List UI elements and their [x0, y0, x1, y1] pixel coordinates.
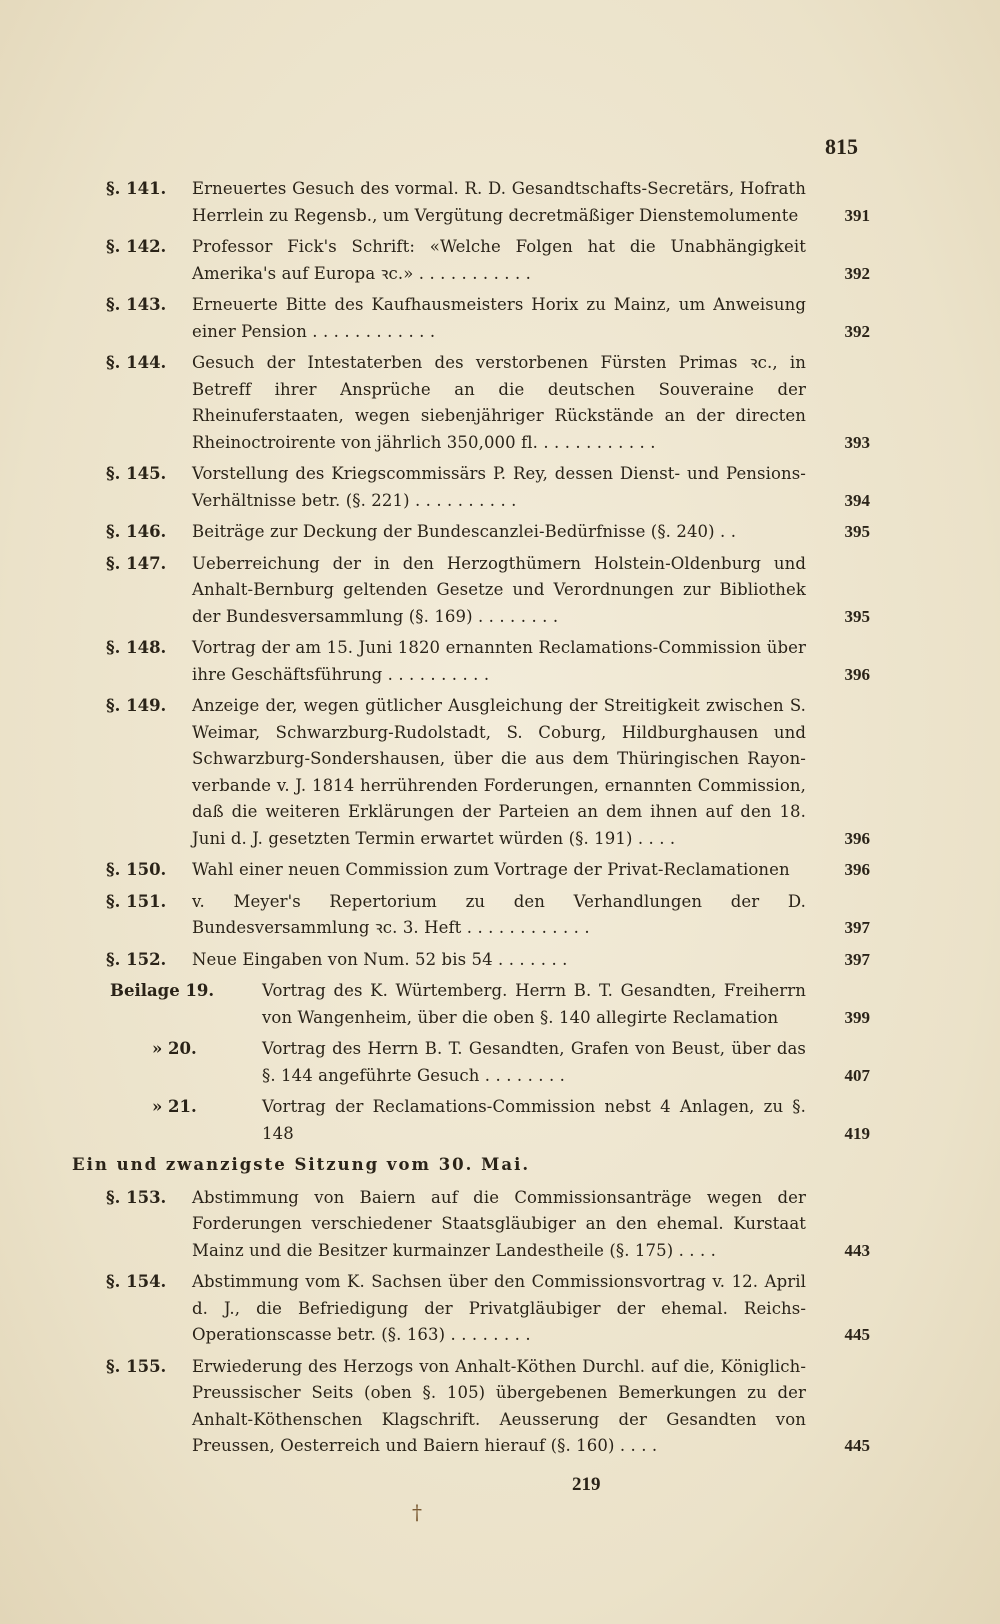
beilage-number: » 20. [152, 1039, 197, 1058]
entry-text: Vorstellung des Kriegscommissärs P. Rey, dessen Dienst- und Pensions-Verhältnisse betr. (§. 221) . . . . . . . . . . [192, 464, 806, 510]
list-item [70, 1185, 870, 1265]
ink-mark-icon: † [412, 1500, 422, 1524]
list-item-beilage [70, 978, 870, 1031]
entry-text: Professor Fick's Schrift: «Welche Folgen hat die Unabhängigkeit Amerika's auf Europa ꝛc.» . . . . . . . . . . . [192, 237, 806, 283]
entry-text: Ueberreichung der in den Herzogthümern Holstein-Oldenburg und Anhalt-Bernburg geltenden Gesetze und Verordnungen zur Bibliothek der Bundesversammlung (§. 169) . . . . . . . . [192, 553, 806, 626]
entry-page: 393 [844, 432, 870, 452]
entry-number: §. 155. [106, 1356, 167, 1376]
entry-page: 396 [844, 828, 870, 848]
beilage-page: 407 [844, 1065, 870, 1085]
signature-mark: 219 [572, 1474, 601, 1495]
entry-number: §. 154. [106, 1272, 167, 1291]
list-item [70, 292, 870, 345]
entry-page: 394 [844, 490, 870, 510]
entry-page: 392 [844, 263, 870, 283]
entry-text: Neue Eingaben von Num. 52 bis 54 . . . . . . . [192, 949, 568, 969]
entry-text: Gesuch der Intestaterben des verstorbenen Fürsten Primas ꝛc., in Betreff ihrer Ansprüche an die deutschen Souveraine der Rheinuferstaaten, wegen siebenjähriger Rückstände an der directen Rheinoctroirente von jährlich 350,000 fl. . . . . . . . . . . . [192, 353, 806, 452]
beilage-text: Vortrag des K. Würtemberg. Herrn B. T. Gesandten, Freiherrn von Wangenheim, über die oben §. 140 allegirte Reclamation [262, 981, 806, 1027]
beilage-page: 399 [844, 1007, 870, 1027]
entry-page: 397 [844, 918, 870, 937]
entry-page: 445 [844, 1325, 870, 1344]
beilage-text: Vortrag des Herrn B. T. Gesandten, Grafen von Beust, über das §. 144 angeführte Gesuch . . . . . . . . [262, 1039, 806, 1085]
entry-page: 392 [844, 321, 870, 341]
list-item [70, 889, 870, 942]
entry-number: §. 142. [106, 237, 167, 256]
entry-number: §. 141. [106, 179, 167, 198]
entry-number: §. 152. [106, 949, 167, 969]
entry-page: 443 [844, 1240, 870, 1260]
entry-number: §. 145. [106, 464, 167, 483]
entry-text: Erneuerte Bitte des Kaufhausmeisters Horix zu Mainz, um Anweisung einer Pension . . . . . . . . . . . . [192, 295, 806, 341]
table-of-contents [70, 176, 870, 1465]
entry-number: §. 147. [106, 553, 167, 573]
entry-number: §. 151. [106, 891, 167, 911]
entry-page: 396 [844, 664, 870, 684]
entry-text: Beiträge zur Deckung der Bundescanzlei-Bedürfnisse (§. 240) . . [192, 522, 737, 541]
list-item [70, 1354, 870, 1460]
entry-text: Anzeige der, wegen gütlicher Ausgleichung der Streitigkeit zwischen S. Weimar, Schwarzburg-Rudolstadt, S. Coburg, Hildburghausen und Schwarzburg-Sondershausen, über die aus dem Thüringischen Rayon-verbande v. J. 1814 herrührenden Forderungen, ernannten Commission, daß die weiteren Erklärungen der Parteien an dem ihnen auf den 18. Juni d. J. gesetzten Termin erwartet würden (§. 191) . . . . [192, 696, 806, 848]
list-item [70, 857, 870, 884]
list-item [70, 461, 870, 514]
entry-text: Vortrag der am 15. Juni 1820 ernannten Reclamations-Commission über ihre Geschäftsführung . . . . . . . . . . [192, 638, 806, 684]
entry-number: §. 150. [106, 860, 167, 879]
entry-number: §. 143. [106, 295, 167, 314]
session-heading: Ein und zwanzigste Sitzung vom 30. Mai. [72, 1155, 531, 1174]
entry-number: §. 146. [106, 522, 167, 541]
beilage-page: 419 [844, 1123, 870, 1143]
list-item-beilage [70, 1094, 870, 1147]
list-item [70, 635, 870, 688]
list-item [70, 1269, 870, 1349]
beilage-text: Vortrag der Reclamations-Commission nebst 4 Anlagen, zu §. 148 [262, 1097, 806, 1143]
list-item [70, 519, 870, 546]
entry-page: 396 [844, 860, 870, 879]
list-item [70, 947, 870, 974]
entry-page: 445 [844, 1436, 870, 1455]
list-item [70, 551, 870, 631]
entry-number: §. 153. [106, 1187, 167, 1207]
entry-number: §. 148. [106, 638, 167, 657]
list-item [70, 693, 870, 852]
entry-page: 395 [844, 606, 870, 626]
list-item [70, 234, 870, 287]
page-number: 815 [825, 134, 858, 159]
entry-page: 391 [844, 205, 870, 225]
list-item [70, 176, 870, 229]
list-item-beilage [70, 1036, 870, 1089]
entry-text: Wahl einer neuen Commission zum Vortrage der Privat-Reclamationen [192, 860, 790, 879]
entry-page: 397 [844, 949, 870, 969]
list-item [70, 350, 870, 456]
entry-page: 395 [844, 522, 870, 541]
beilage-number: » 21. [152, 1097, 197, 1116]
beilage-number: Beilage 19. [110, 981, 215, 1000]
entry-number: §. 149. [106, 696, 167, 715]
entry-text: Erneuertes Gesuch des vormal. R. D. Gesandtschafts-Secretärs, Hofrath Herrlein zu Regensb., um Vergütung decretmäßiger Dienstemolumente [192, 179, 806, 225]
entry-text: Erwiederung des Herzogs von Anhalt-Köthen Durchl. auf die, Königlich-Preussischer Seits (oben §. 105) übergebenen Bemerkungen zu der Anhalt-Köthenschen Klagschrift. Aeusserung der Gesandten von Preussen, Oesterreich und Baiern hierauf (§. 160) . . . . [192, 1356, 806, 1455]
entry-number: §. 144. [106, 353, 167, 372]
entry-text: Abstimmung von Baiern auf die Commissionsanträge wegen der Forderungen verschiedener Staatsgläubiger an den ehemal. Kurstaat Mainz und die Besitzer kurmainzer Landestheile (§. 175) . . . . [192, 1187, 806, 1260]
entry-text: Abstimmung vom K. Sachsen über den Commissionsvortrag v. 12. April d. J., die Befriedigung der Privatgläubiger der ehemal. Reichs-Operationscasse betr. (§. 163) . . . . . . . . [192, 1272, 806, 1344]
entry-text: v. Meyer's Repertorium zu den Verhandlungen der D. Bundesversammlung ꝛc. 3. Heft . . . . . . . . . . . . [192, 891, 806, 937]
